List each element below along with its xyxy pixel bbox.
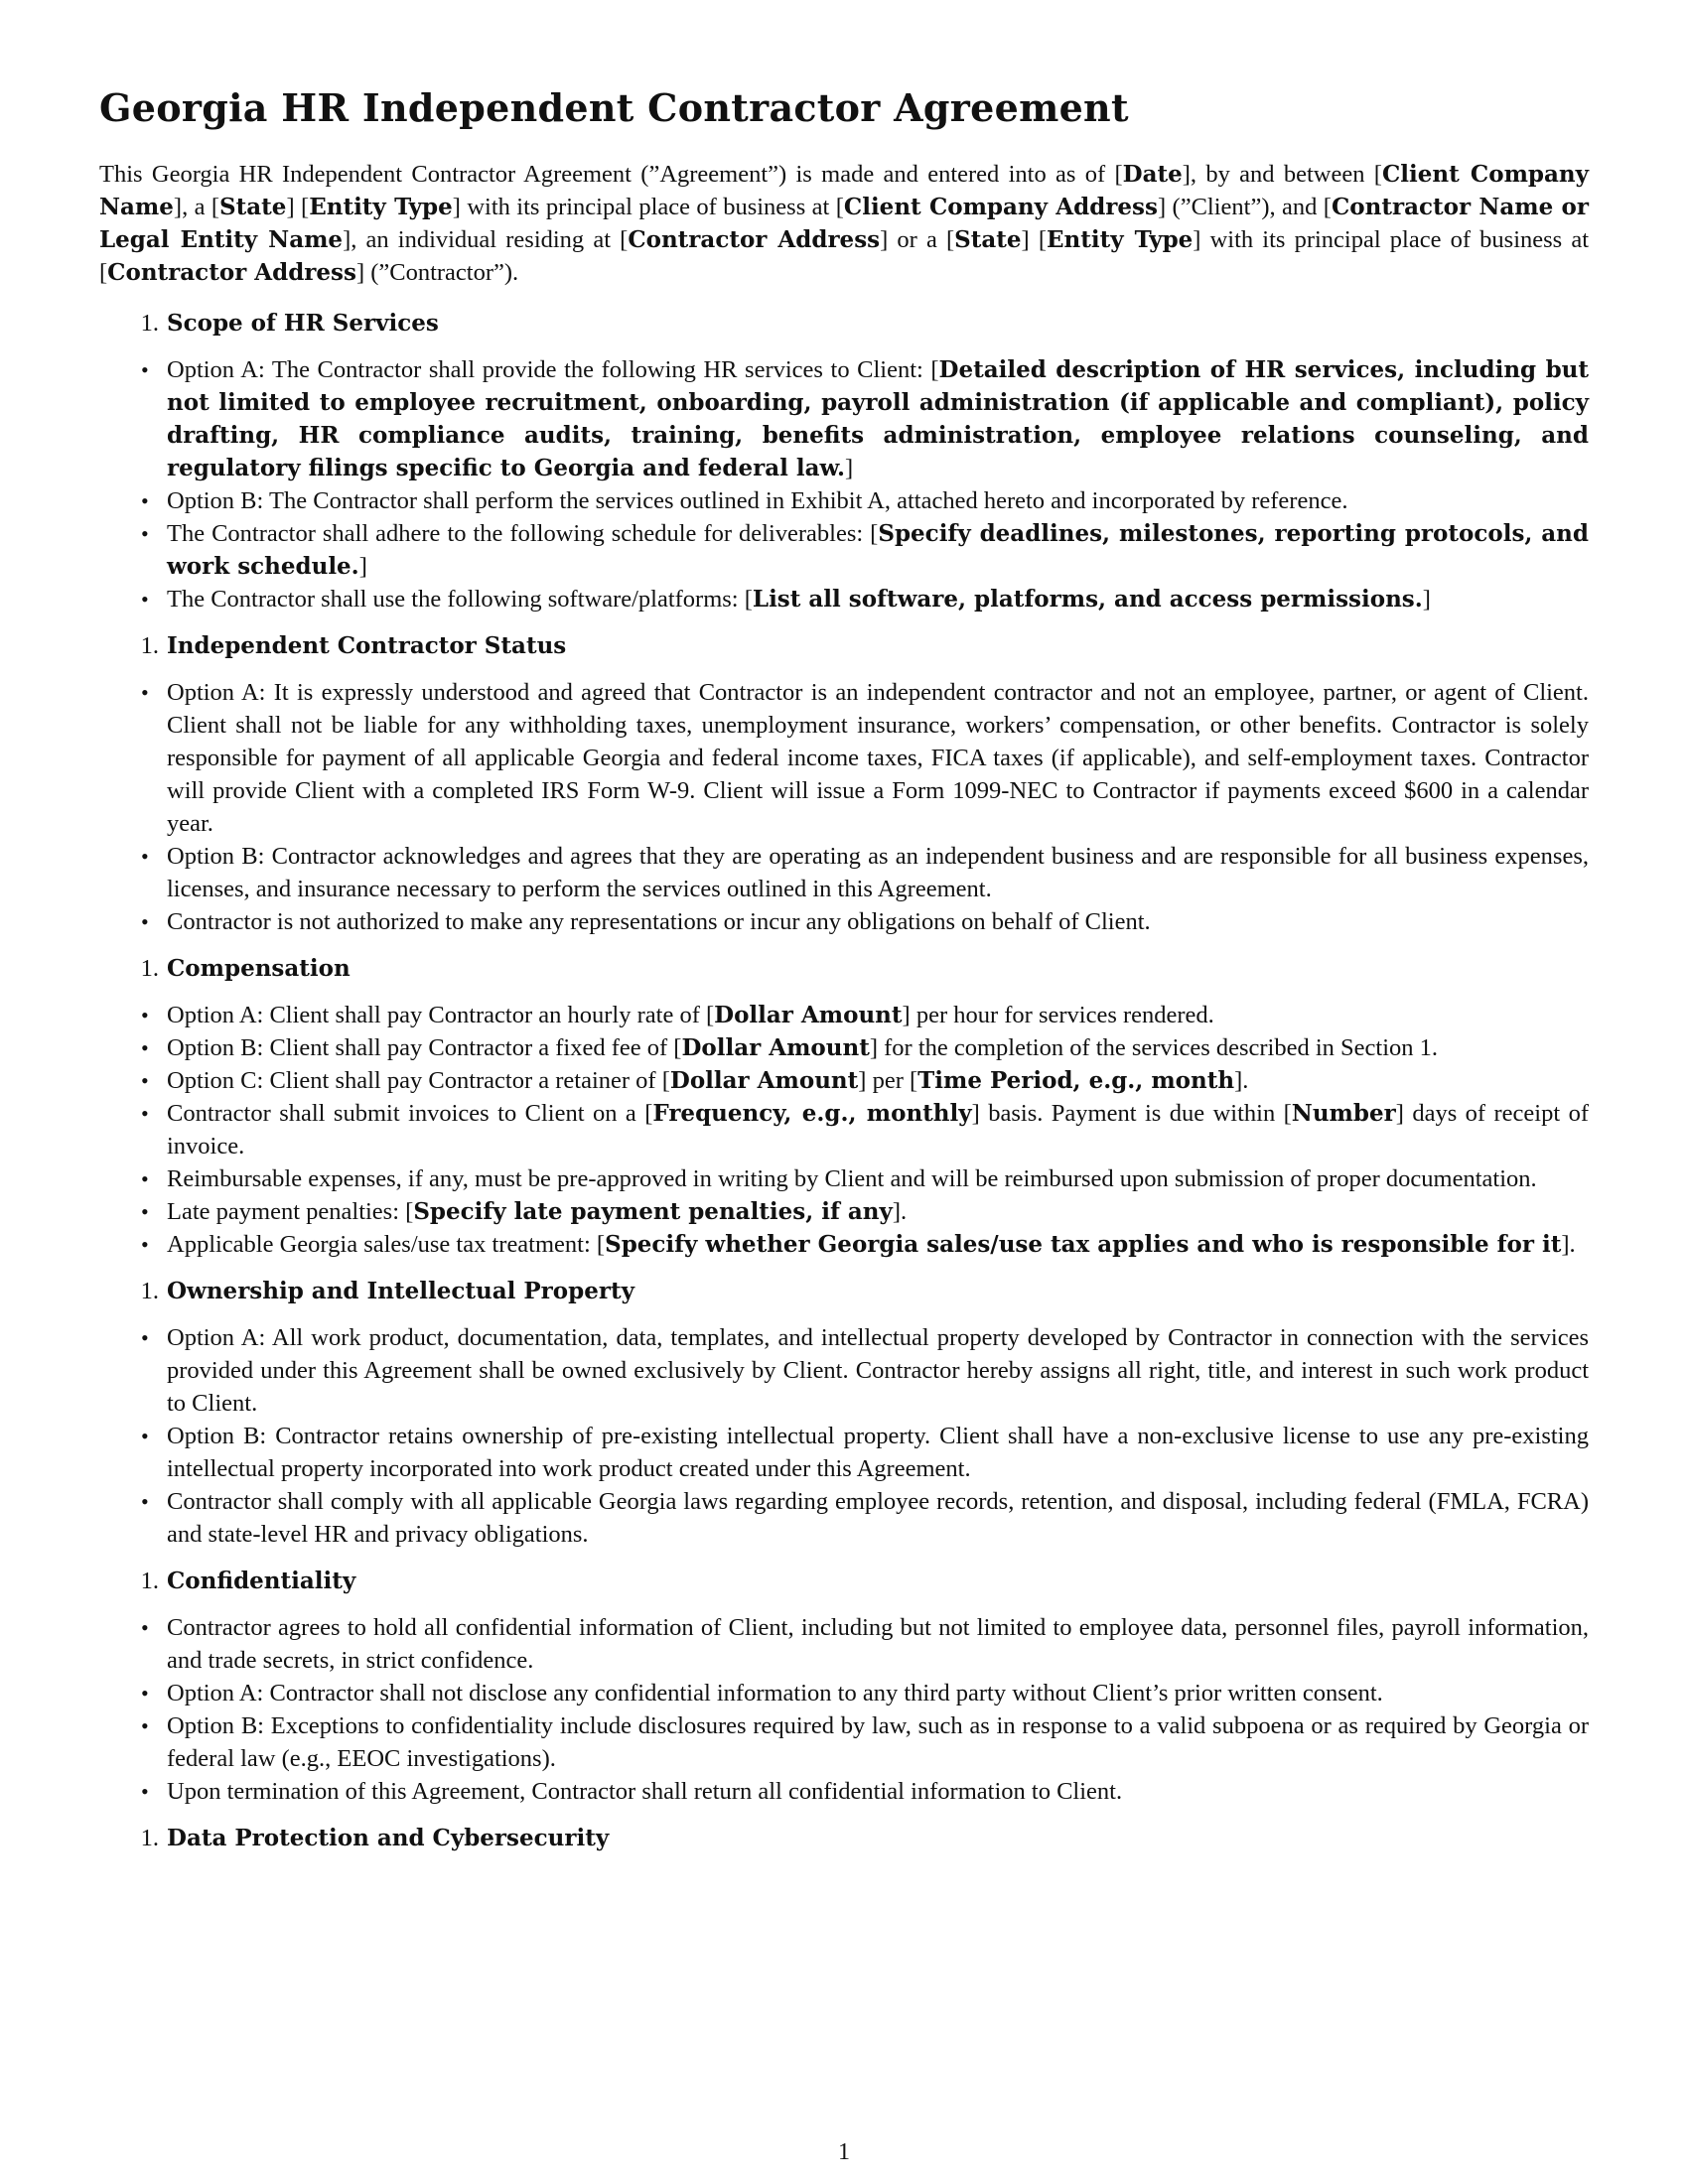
body-text: Option B: Client shall pay Contractor a fixed fee of [ xyxy=(167,1034,682,1061)
section-title: Data Protection and Cybersecurity xyxy=(167,1825,610,1851)
list-item xyxy=(99,905,1589,938)
body-text: Option B: Exceptions to confidentiality include disclosures required by law, such as in response to a valid subpoena or as required by Georgia or federal law (e.g., EEOC investigations). xyxy=(167,1712,1589,1772)
list-item xyxy=(99,517,1589,583)
body-text: Option A: The Contractor shall provide the following HR services to Client: [ xyxy=(167,356,939,383)
placeholder-text: State xyxy=(954,226,1022,253)
list-item xyxy=(99,1775,1589,1808)
section-title: Confidentiality xyxy=(167,1568,356,1594)
body-text: ] (”Contractor”). xyxy=(355,259,519,286)
body-text: ] [ xyxy=(286,194,310,220)
section-title: Scope of HR Services xyxy=(167,310,439,337)
list-item xyxy=(99,999,1589,1031)
placeholder-text: Contractor Name or Legal Entity Name xyxy=(99,194,1589,253)
body-text: ]. xyxy=(892,1198,908,1225)
section-number: 1. xyxy=(140,310,159,337)
section-number: 1. xyxy=(140,1568,159,1594)
placeholder-text: List all software, platforms, and access permissions. xyxy=(752,586,1423,613)
body-text: ] per hour for services rendered. xyxy=(902,1002,1214,1028)
body-text: Option B: Contractor retains ownership of pre-existing intellectual property. Client shall have a non-exclusive license to use any pre-existing intellectual property incorporated into work product created under this Agreement. xyxy=(167,1423,1589,1482)
list-item xyxy=(99,1485,1589,1551)
list-item xyxy=(99,484,1589,517)
body-text: ] with its principal place of business at [ xyxy=(452,194,844,220)
placeholder-text: Entity Type xyxy=(309,194,453,220)
list-item xyxy=(99,676,1589,840)
section-heading xyxy=(99,629,1589,662)
body-text: Contractor is not authorized to make any representations or incur any obligations on behalf of Client. xyxy=(167,908,1151,935)
sections-container xyxy=(99,307,1589,1854)
section-number: 1. xyxy=(140,1825,159,1851)
body-text: ] xyxy=(1422,586,1431,613)
body-text: ], by and between [ xyxy=(1182,161,1382,188)
section-number: 1. xyxy=(140,1278,159,1304)
body-text: ] days of receipt of invoice. xyxy=(167,1100,1590,1160)
body-text: ]. xyxy=(1234,1067,1249,1094)
body-text: Contractor agrees to hold all confidential information of Client, including but not limited to employee data, personnel files, payroll information, and trade secrets, in strict confidence. xyxy=(167,1614,1589,1674)
list-item xyxy=(99,1162,1589,1195)
document-page xyxy=(99,85,1589,1868)
body-text: Option A: All work product, documentation, data, templates, and intellectual property developed by Contractor in connection with the services provided under this Agreement shall be owned exclusively by Client. Contractor hereby assigns all right, title, and interest in such work product to Client. xyxy=(167,1324,1589,1417)
body-text: Option B: Contractor acknowledges and agrees that they are operating as an independent business and are responsible for all business expenses, licenses, and insurance necessary to perform the services outlined in this Agreement. xyxy=(167,843,1589,902)
body-text: Late payment penalties: [ xyxy=(167,1198,414,1225)
body-text: ] [ xyxy=(1021,226,1047,253)
body-text: ]. xyxy=(1561,1231,1576,1258)
body-text: ] for the completion of the services described in Section 1. xyxy=(869,1034,1439,1061)
placeholder-text: Specify late payment penalties, if any xyxy=(413,1198,893,1225)
body-text: ] (”Client”), and [ xyxy=(1157,194,1332,220)
section-heading xyxy=(99,952,1589,985)
placeholder-text: Specify deadlines, milestones, reporting protocols, and work schedule. xyxy=(167,520,1589,580)
intro-paragraph xyxy=(99,158,1589,289)
placeholder-text: State xyxy=(219,194,287,220)
placeholder-text: Client Company Address xyxy=(843,194,1158,220)
placeholder-text: Contractor Address xyxy=(628,226,881,253)
placeholder-text: Detailed description of HR services, including but not limited to employee recruitment, onboarding, payroll administration (if applicable and compliant), policy drafting, HR compliance audits, training, benefits administration, employee relations counseling, and regulatory filings specific to Georgia and federal law. xyxy=(167,356,1589,481)
body-text: ], a [ xyxy=(173,194,220,220)
section-list xyxy=(99,676,1589,938)
placeholder-text: Dollar Amount xyxy=(669,1067,859,1094)
list-item xyxy=(99,1677,1589,1709)
placeholder-text: Dollar Amount xyxy=(714,1002,903,1028)
section-title: Ownership and Intellectual Property xyxy=(167,1278,634,1304)
body-text: Option A: Contractor shall not disclose any confidential information to any third party without Client’s prior written consent. xyxy=(167,1680,1383,1706)
list-item xyxy=(99,1611,1589,1677)
body-text: Contractor shall comply with all applicable Georgia laws regarding employee records, retention, and disposal, including federal (FMLA, FCRA) and state-level HR and privacy obligations. xyxy=(167,1488,1589,1548)
body-text: Applicable Georgia sales/use tax treatment: [ xyxy=(167,1231,606,1258)
list-item xyxy=(99,353,1589,484)
list-item xyxy=(99,1064,1589,1097)
section-heading xyxy=(99,307,1589,340)
body-text: Reimbursable expenses, if any, must be pre-approved in writing by Client and will be reimbursed upon submission of proper documentation. xyxy=(167,1165,1537,1192)
list-item xyxy=(99,1097,1589,1162)
section-heading xyxy=(99,1275,1589,1307)
section-list xyxy=(99,1611,1589,1808)
list-item xyxy=(99,840,1589,905)
body-text: Option B: The Contractor shall perform the services outlined in Exhibit A, attached hereto and incorporated by reference. xyxy=(167,487,1348,514)
section-list xyxy=(99,1321,1589,1551)
placeholder-text: Time Period, e.g., month xyxy=(917,1067,1235,1094)
list-item xyxy=(99,1321,1589,1420)
body-text: ] xyxy=(845,455,854,481)
body-text: ] with its principal place of business at [ xyxy=(99,226,1590,286)
section-heading xyxy=(99,1565,1589,1597)
body-text: The Contractor shall adhere to the following schedule for deliverables: [ xyxy=(167,520,879,547)
placeholder-text: Entity Type xyxy=(1047,226,1194,253)
placeholder-text: Client Company Name xyxy=(99,161,1589,220)
body-text: This Georgia HR Independent Contractor Agreement (”Agreement”) is made and entered into as of [ xyxy=(99,161,1123,188)
section-list xyxy=(99,999,1589,1261)
document-title: Georgia HR Independent Contractor Agreement xyxy=(99,85,1129,130)
list-item xyxy=(99,1420,1589,1485)
section-title: Compensation xyxy=(167,955,351,982)
list-item xyxy=(99,1709,1589,1775)
body-text: The Contractor shall use the following software/platforms: [ xyxy=(167,586,753,613)
body-text: Upon termination of this Agreement, Contractor shall return all confidential information to Client. xyxy=(167,1778,1123,1805)
section-heading xyxy=(99,1822,1589,1854)
section-number: 1. xyxy=(140,955,159,982)
placeholder-text: Number xyxy=(1291,1100,1396,1127)
body-text: ] xyxy=(358,553,367,580)
placeholder-text: Frequency, e.g., monthly xyxy=(652,1100,972,1127)
body-text: ] per [ xyxy=(858,1067,918,1094)
section-list xyxy=(99,353,1589,615)
body-text: Option A: It is expressly understood and agreed that Contractor is an independent contractor and not an employee, partner, or agent of Client. Client shall not be liable for any withholding taxes, unemployment insurance, workers’ compensation, or other benefits. Contractor is solely responsible for payment of all applicable Georgia and federal income taxes, FICA taxes (if applicable), and self-employment taxes. Contractor will provide Client with a completed IRS Form W-9. Client will issue a Form 1099-NEC to Contractor if payments exceed $600 in a calendar year. xyxy=(167,679,1589,837)
body-text: ], an individual residing at [ xyxy=(343,226,629,253)
list-item xyxy=(99,583,1589,615)
body-text: ] basis. Payment is due within [ xyxy=(971,1100,1292,1127)
body-text: Option A: Client shall pay Contractor an hourly rate of [ xyxy=(167,1002,715,1028)
body-text: ] or a [ xyxy=(880,226,955,253)
list-item xyxy=(99,1228,1589,1261)
section-title: Independent Contractor Status xyxy=(167,632,567,659)
body-text: Contractor shall submit invoices to Client on a [ xyxy=(167,1100,653,1127)
section-number: 1. xyxy=(140,632,159,659)
placeholder-text: Specify whether Georgia sales/use tax applies and who is responsible for it xyxy=(605,1231,1562,1258)
page-number: 1 xyxy=(838,2139,850,2165)
placeholder-text: Dollar Amount xyxy=(681,1034,870,1061)
body-text: Option C: Client shall pay Contractor a retainer of [ xyxy=(167,1067,670,1094)
placeholder-text: Contractor Address xyxy=(107,259,356,286)
placeholder-text: Date xyxy=(1122,161,1183,188)
list-item xyxy=(99,1031,1589,1064)
list-item xyxy=(99,1195,1589,1228)
